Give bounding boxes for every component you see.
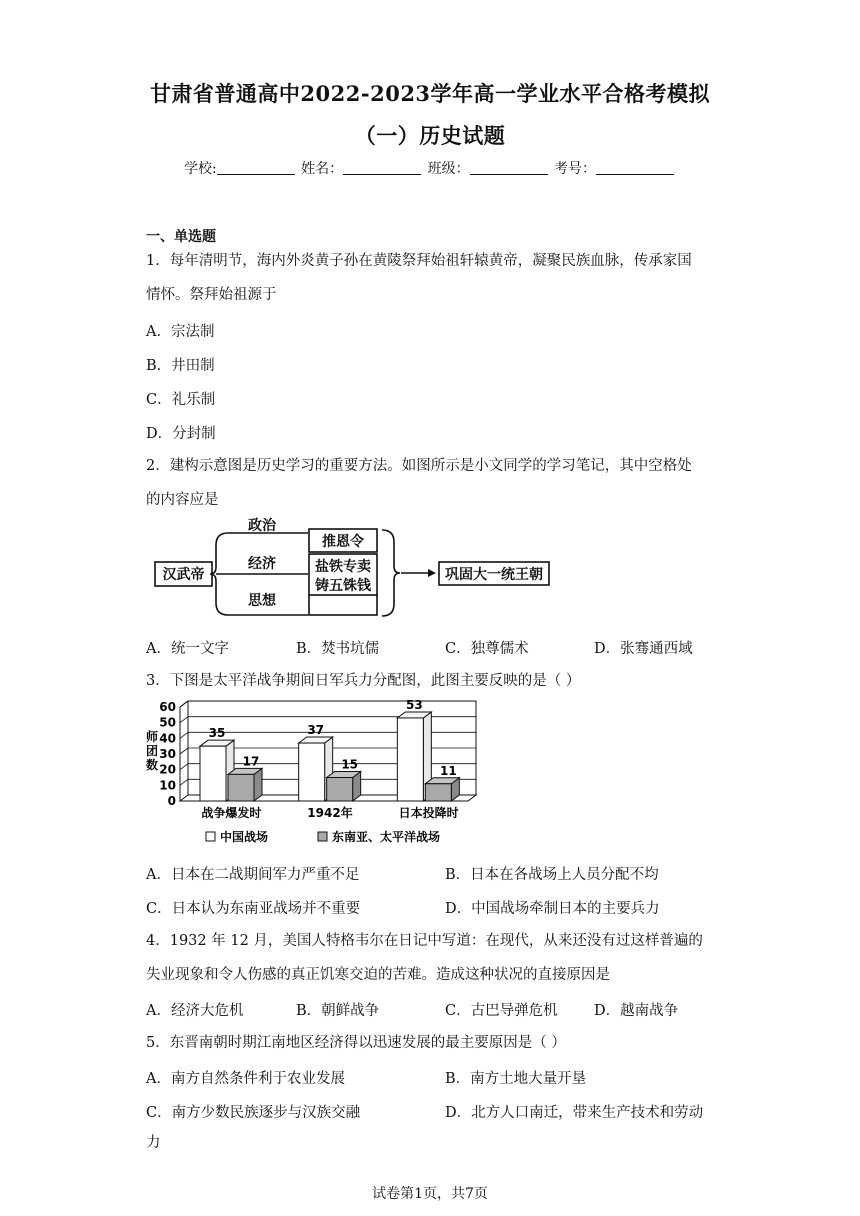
category-label: 1942年 — [307, 806, 353, 820]
legend-swatch-pacific — [318, 832, 327, 841]
y-label-char: 数 — [146, 758, 159, 772]
q1-option-a: A．宗法制 — [146, 324, 215, 340]
y-tick-label: 10 — [159, 778, 176, 793]
q2-option-c: C．独尊儒术 — [445, 641, 529, 657]
q1-option-c: C．礼乐制 — [146, 392, 216, 408]
bar-0-0 — [200, 746, 226, 801]
box-economy-text1: 盐铁专卖 — [315, 559, 371, 575]
gridline-depth — [180, 779, 188, 785]
arrow-head — [428, 569, 436, 577]
id-blank — [596, 160, 674, 175]
q1-line1: 1．每年清明节，海内外炎黄子孙在黄陵祭拜始祖轩辕黄帝，凝聚民族血脉，传承家国 — [146, 253, 692, 269]
gridline-depth — [180, 732, 188, 738]
bar-value-label: 37 — [307, 723, 325, 738]
q4-option-d: D．越南战争 — [594, 1003, 679, 1019]
chart-y-ticks — [159, 700, 176, 808]
q5-option-c: C．南方少数民族逐步与汉族交融 — [146, 1105, 361, 1121]
q2-line1: 2．建构示意图是历史学习的重要方法。如图所示是小文同学的学习笔记，其中空格处 — [146, 458, 692, 474]
bar-value-label: 35 — [208, 726, 226, 741]
q5-option-d: D．北方人口南迁，带来生产技术和劳动 — [445, 1105, 704, 1121]
branch-politics: 政治 — [248, 518, 276, 534]
chart-categories — [201, 805, 458, 820]
q2-option-b: B．焚书坑儒 — [296, 641, 380, 657]
q3-option-d: D．中国战场牵制日本的主要兵力 — [445, 901, 660, 917]
q4-option-c: C．古巴导弹危机 — [445, 1003, 558, 1019]
q4-option-b: B．朝鲜战争 — [296, 1003, 380, 1019]
legend-swatch-china — [206, 832, 215, 841]
exam-title-line1: 甘肃省普通高中2022-2023学年高一学业水平合格考模拟 — [149, 81, 711, 106]
q4-line2: 失业现象和令人伤感的真正饥寒交迫的苦难。造成这种状况的直接原因是 — [146, 967, 610, 983]
gridline-depth — [180, 701, 188, 707]
q4-option-a: A．经济大危机 — [146, 1003, 244, 1019]
q5-line1: 5．东晋南朝时期江南地区经济得以迅速发展的最主要原因是（ ） — [146, 1035, 566, 1051]
box-economy-text2: 铸五铢钱 — [315, 578, 371, 594]
q1-option-d: D．分封制 — [146, 426, 216, 442]
right-brace — [382, 530, 400, 616]
category-label: 日本投降时 — [398, 806, 459, 820]
y-axis-label — [146, 729, 158, 772]
branch-economy: 经济 — [248, 556, 276, 572]
q5-option-b: B．南方土地大量开垦 — [445, 1071, 587, 1087]
bar-value-label: 11 — [439, 763, 457, 778]
q2-structure-diagram — [150, 515, 560, 620]
bar-0-1 — [228, 774, 254, 801]
bar-value-label: 17 — [242, 754, 260, 769]
bar-value-label: 15 — [341, 757, 359, 772]
y-tick-label: 0 — [167, 794, 176, 808]
bar-2-0 — [397, 718, 423, 801]
y-label-char: 师 — [146, 730, 159, 744]
y-tick-label: 20 — [159, 762, 176, 777]
q3-option-b: B．日本在各战场上人员分配不均 — [445, 867, 659, 883]
q3-line1: 3．下图是太平洋战争期间日军兵力分配图，此图主要反映的是（ ） — [146, 673, 581, 689]
exam-title-line2: （一）历史试题 — [354, 123, 506, 148]
result-text: 巩固大一统王朝 — [445, 567, 543, 583]
q1-option-b: B．井田制 — [146, 358, 215, 374]
legend-china: 中国战场 — [220, 830, 269, 844]
bar-2-1 — [425, 784, 451, 801]
q1-line2: 情怀。祭拜始祖源于 — [146, 287, 277, 303]
y-tick-label: 30 — [159, 747, 176, 761]
q2-line2: 的内容应是 — [146, 492, 219, 508]
box-politics-text: 推恩令 — [322, 534, 364, 550]
y-tick-label: 40 — [159, 731, 176, 746]
bar-1-1 — [327, 778, 353, 802]
bar-value-label: 53 — [405, 697, 423, 712]
diagram-left-label: 汉武帝 — [162, 567, 205, 583]
gridline-depth — [180, 717, 188, 723]
school-blank — [217, 160, 295, 175]
q2-option-a: A．统一文字 — [146, 641, 229, 657]
y-label-char: 团 — [146, 744, 159, 758]
id-label: 考号： — [554, 161, 597, 177]
name-label: 姓名： — [301, 161, 344, 177]
gridline-depth — [180, 764, 188, 770]
name-blank — [343, 160, 421, 175]
y-tick-label: 60 — [159, 700, 176, 714]
q3-option-c: C．日本认为东南亚战场并不重要 — [146, 901, 361, 917]
q5-option-d-cont: 力 — [146, 1135, 161, 1151]
q3-option-a: A．日本在二战期间军力严重不足 — [146, 867, 360, 883]
student-info-row — [0, 158, 860, 178]
section-title: 一、单选题 — [146, 229, 216, 245]
class-blank — [470, 160, 548, 175]
school-label: 学校: — [183, 161, 217, 177]
troop-distribution-chart — [140, 695, 490, 851]
y-tick-label: 50 — [159, 715, 176, 730]
chart-legend — [206, 829, 440, 844]
branch-thought: 思想 — [248, 593, 276, 609]
q5-option-a: A．南方自然条件利于农业发展 — [146, 1071, 345, 1087]
q4-line1: 4．1932 年 12 月，美国人特格韦尔在日记中写道：在现代，从来还没有过这样普遍的 — [146, 933, 703, 949]
legend-pacific: 东南亚、太平洋战场 — [332, 830, 441, 844]
gridline-depth — [180, 748, 188, 754]
category-label: 战争爆发时 — [201, 806, 262, 820]
class-label: 班级： — [427, 161, 470, 177]
page-footer: 试卷第1页，共7页 — [372, 1186, 488, 1202]
bar-1-0 — [299, 743, 325, 801]
q2-option-d: D．张骞通西域 — [594, 641, 693, 657]
box-thought-blank — [309, 595, 377, 615]
